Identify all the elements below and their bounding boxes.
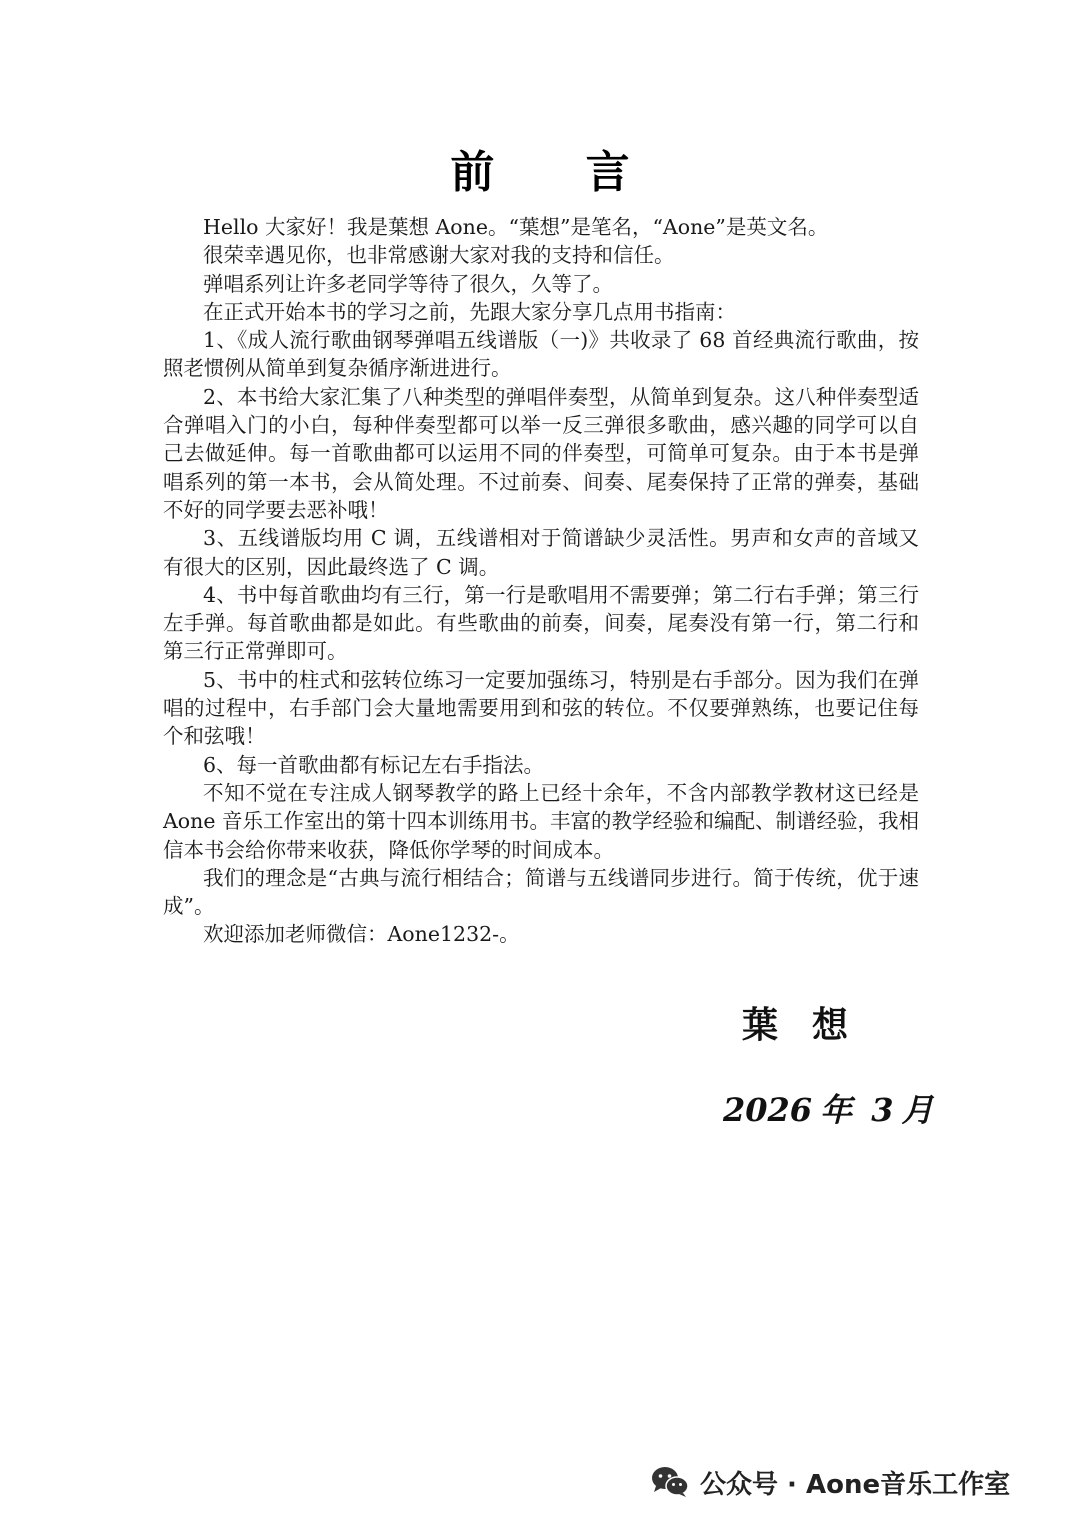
- wechat-watermark: [650, 1462, 1010, 1502]
- paragraph-guide-intro: 在正式开始本书的学习之前，先跟大家分享几点用书指南：: [203, 299, 736, 324]
- page-title: 前 言: [450, 147, 668, 198]
- paragraph-guide-5: 5、书中的柱式和弦转位练习一定要加强练习，特别是右手部分。因为我们在弹唱的过程中，右手部门会大量地需要用到和弦的转位。不仅要弹熟练，也要记住每个和弦哦！: [163, 667, 919, 749]
- paragraph-contact: 欢迎添加老师微信：Aone1232-。: [203, 922, 520, 947]
- paragraph-philosophy: 我们的理念是“古典与流行相结合；简谱与五线谱同步进行。简于传统，优于速成”。: [163, 865, 919, 919]
- watermark-text: 公众号 · Aone音乐工作室: [700, 1469, 1011, 1500]
- paragraph-guide-2: 2、本书给大家汇集了八种类型的弹唱伴奏型，从简单到复杂。这八种伴奏型适合弹唱入门的小白，每种伴奏型都可以举一反三弹很多歌曲，感兴趣的同学可以自己去做延伸。每一首歌曲都可以运用不同的伴奏型，可简单可复杂。由于本书是弹唱系列的第一本书，会从简处理。不过前奏、间奏、尾奏保持了正常的弹奏，基础不好的同学要去恶补哦！: [163, 384, 919, 522]
- date-month-unit: 月: [901, 1091, 934, 1129]
- paragraph-guide-3: 3、五线谱版均用 C 调，五线谱相对于简谱缺少灵活性。男声和女声的音域又有很大的区别，因此最终选了 C 调。: [163, 526, 919, 579]
- date-month: 3: [871, 1091, 894, 1129]
- paragraph-waiting: 弹唱系列让许多老同学等待了很久，久等了。: [203, 271, 613, 296]
- paragraph-experience: 不知不觉在专注成人钢琴教学的路上已经十余年，不含内部教学教材这已经是 Aone 音乐工作室出的第十四本训练用书。丰富的教学经验和编配、制谱经验，我相信本书会给你带来收获，降低你学琴的时间成本。: [163, 780, 919, 862]
- date-year-unit: 年: [820, 1091, 853, 1129]
- paragraph-thanks: 很荣幸遇见你，也非常感谢大家对我的支持和信任。: [203, 243, 675, 268]
- paragraph-guide-6: 6、每一首歌曲都有标记左右手指法。: [203, 752, 545, 777]
- paragraph-greeting: Hello 大家好！我是葉想 Aone。“葉想”是笔名，“Aone”是英文名。: [203, 215, 829, 239]
- preface-body: [163, 213, 919, 949]
- paragraph-guide-1: 1、《成人流行歌曲钢琴弹唱五线谱版（一)》共收录了 68 首经典流行歌曲，按照老惯例从简单到复杂循序渐进进行。: [163, 328, 919, 381]
- paragraph-guide-4: 4、书中每首歌曲均有三行，第一行是歌唱用不需要弹；第二行右手弹；第三行左手弹。每首歌曲都是如此。有些歌曲的前奏，间奏，尾奏没有第一行，第二行和第三行正常弹即可。: [163, 582, 919, 664]
- date-year: 2026: [723, 1091, 813, 1129]
- author-signature: 葉想: [742, 1004, 883, 1046]
- wechat-icon: [650, 1465, 690, 1499]
- date-line: [723, 1086, 942, 1134]
